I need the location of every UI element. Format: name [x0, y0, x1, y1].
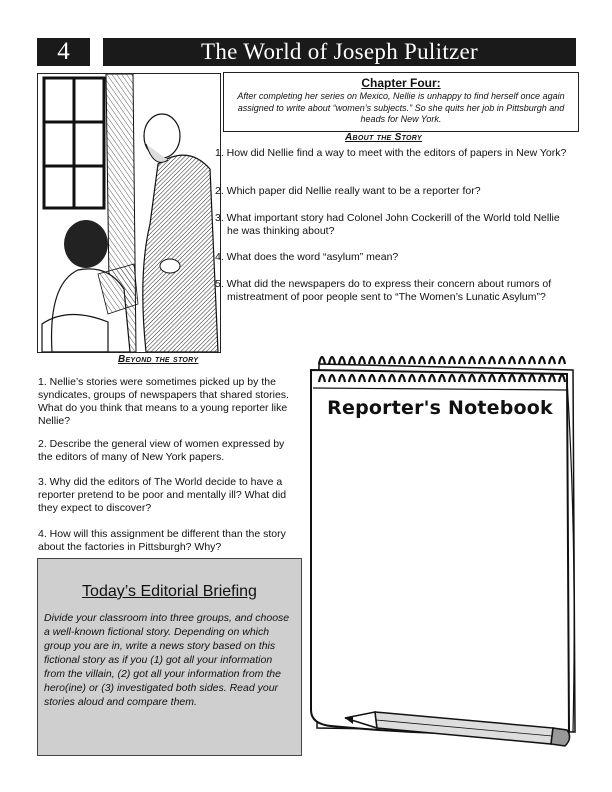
- illustration: [37, 73, 221, 353]
- illustration-drawing: [38, 74, 220, 352]
- about-question-2: 2. Which paper did Nellie really want to be a reporter for?: [215, 185, 481, 197]
- beyond-question-4: 4. How will this assignment be different than the story about the factories in Pittsburgh? Why?: [38, 528, 286, 553]
- briefing-heading: Today’s Editorial Briefing: [82, 583, 257, 600]
- chapter-summary-box: [223, 72, 579, 132]
- beyond-question-2: 2. Describe the general view of women expressed by the editors of many of New York papers.: [38, 438, 285, 463]
- beyond-heading: Beyond the story: [118, 354, 199, 365]
- about-question-4: 4. What does the word “asylum” mean?: [215, 251, 399, 263]
- about-heading: About the Story: [345, 132, 422, 143]
- beyond-question-3: 3. Why did the editors of The World decide to have a reporter pretend to be poor and mentally ill? What did they expect to discover?: [38, 476, 287, 514]
- about-question-3: 3. What important story had Colonel John Cockerill of the World told Nellie he was thinking about?: [215, 212, 560, 237]
- chapter-heading: Chapter Four:: [361, 76, 441, 90]
- notebook-title: Reporter's Notebook: [327, 397, 553, 419]
- about-question-1: 1. How did Nellie find a way to meet with the editors of papers in New York?: [215, 147, 567, 159]
- chapter-number: 4: [37, 38, 90, 66]
- about-question-5: 5. What did the newspapers do to express their concern about rumors of mistreatment of poor people sent to “The Women’s Lunatic Asylum”?: [215, 278, 552, 303]
- chapter-summary: After completing her series on Mexico, Nellie is unhappy to find herself once again assigned to write about “women’s subjects.” So she quits her job in Pittsburgh and heads for New York.: [237, 91, 565, 124]
- briefing-text: Divide your classroom into three groups, and choose a well-known fictional story. Depending on which group you are in, write a news story based on this fictional story as if you (1) got all your information from the villain, (2) got all your information from the hero(ine) or (3) investigated both sides. Read your stories aloud and compare them.: [44, 612, 290, 708]
- beyond-question-1: 1. Nellie’s stories were sometimes picked up by the syndicates, groups of newspapers that shared stories. What do you think that means to a young reporter like Nellie?: [38, 376, 289, 427]
- editorial-briefing-box: [37, 558, 302, 756]
- page-title: The World of Joseph Pulitzer: [103, 38, 576, 66]
